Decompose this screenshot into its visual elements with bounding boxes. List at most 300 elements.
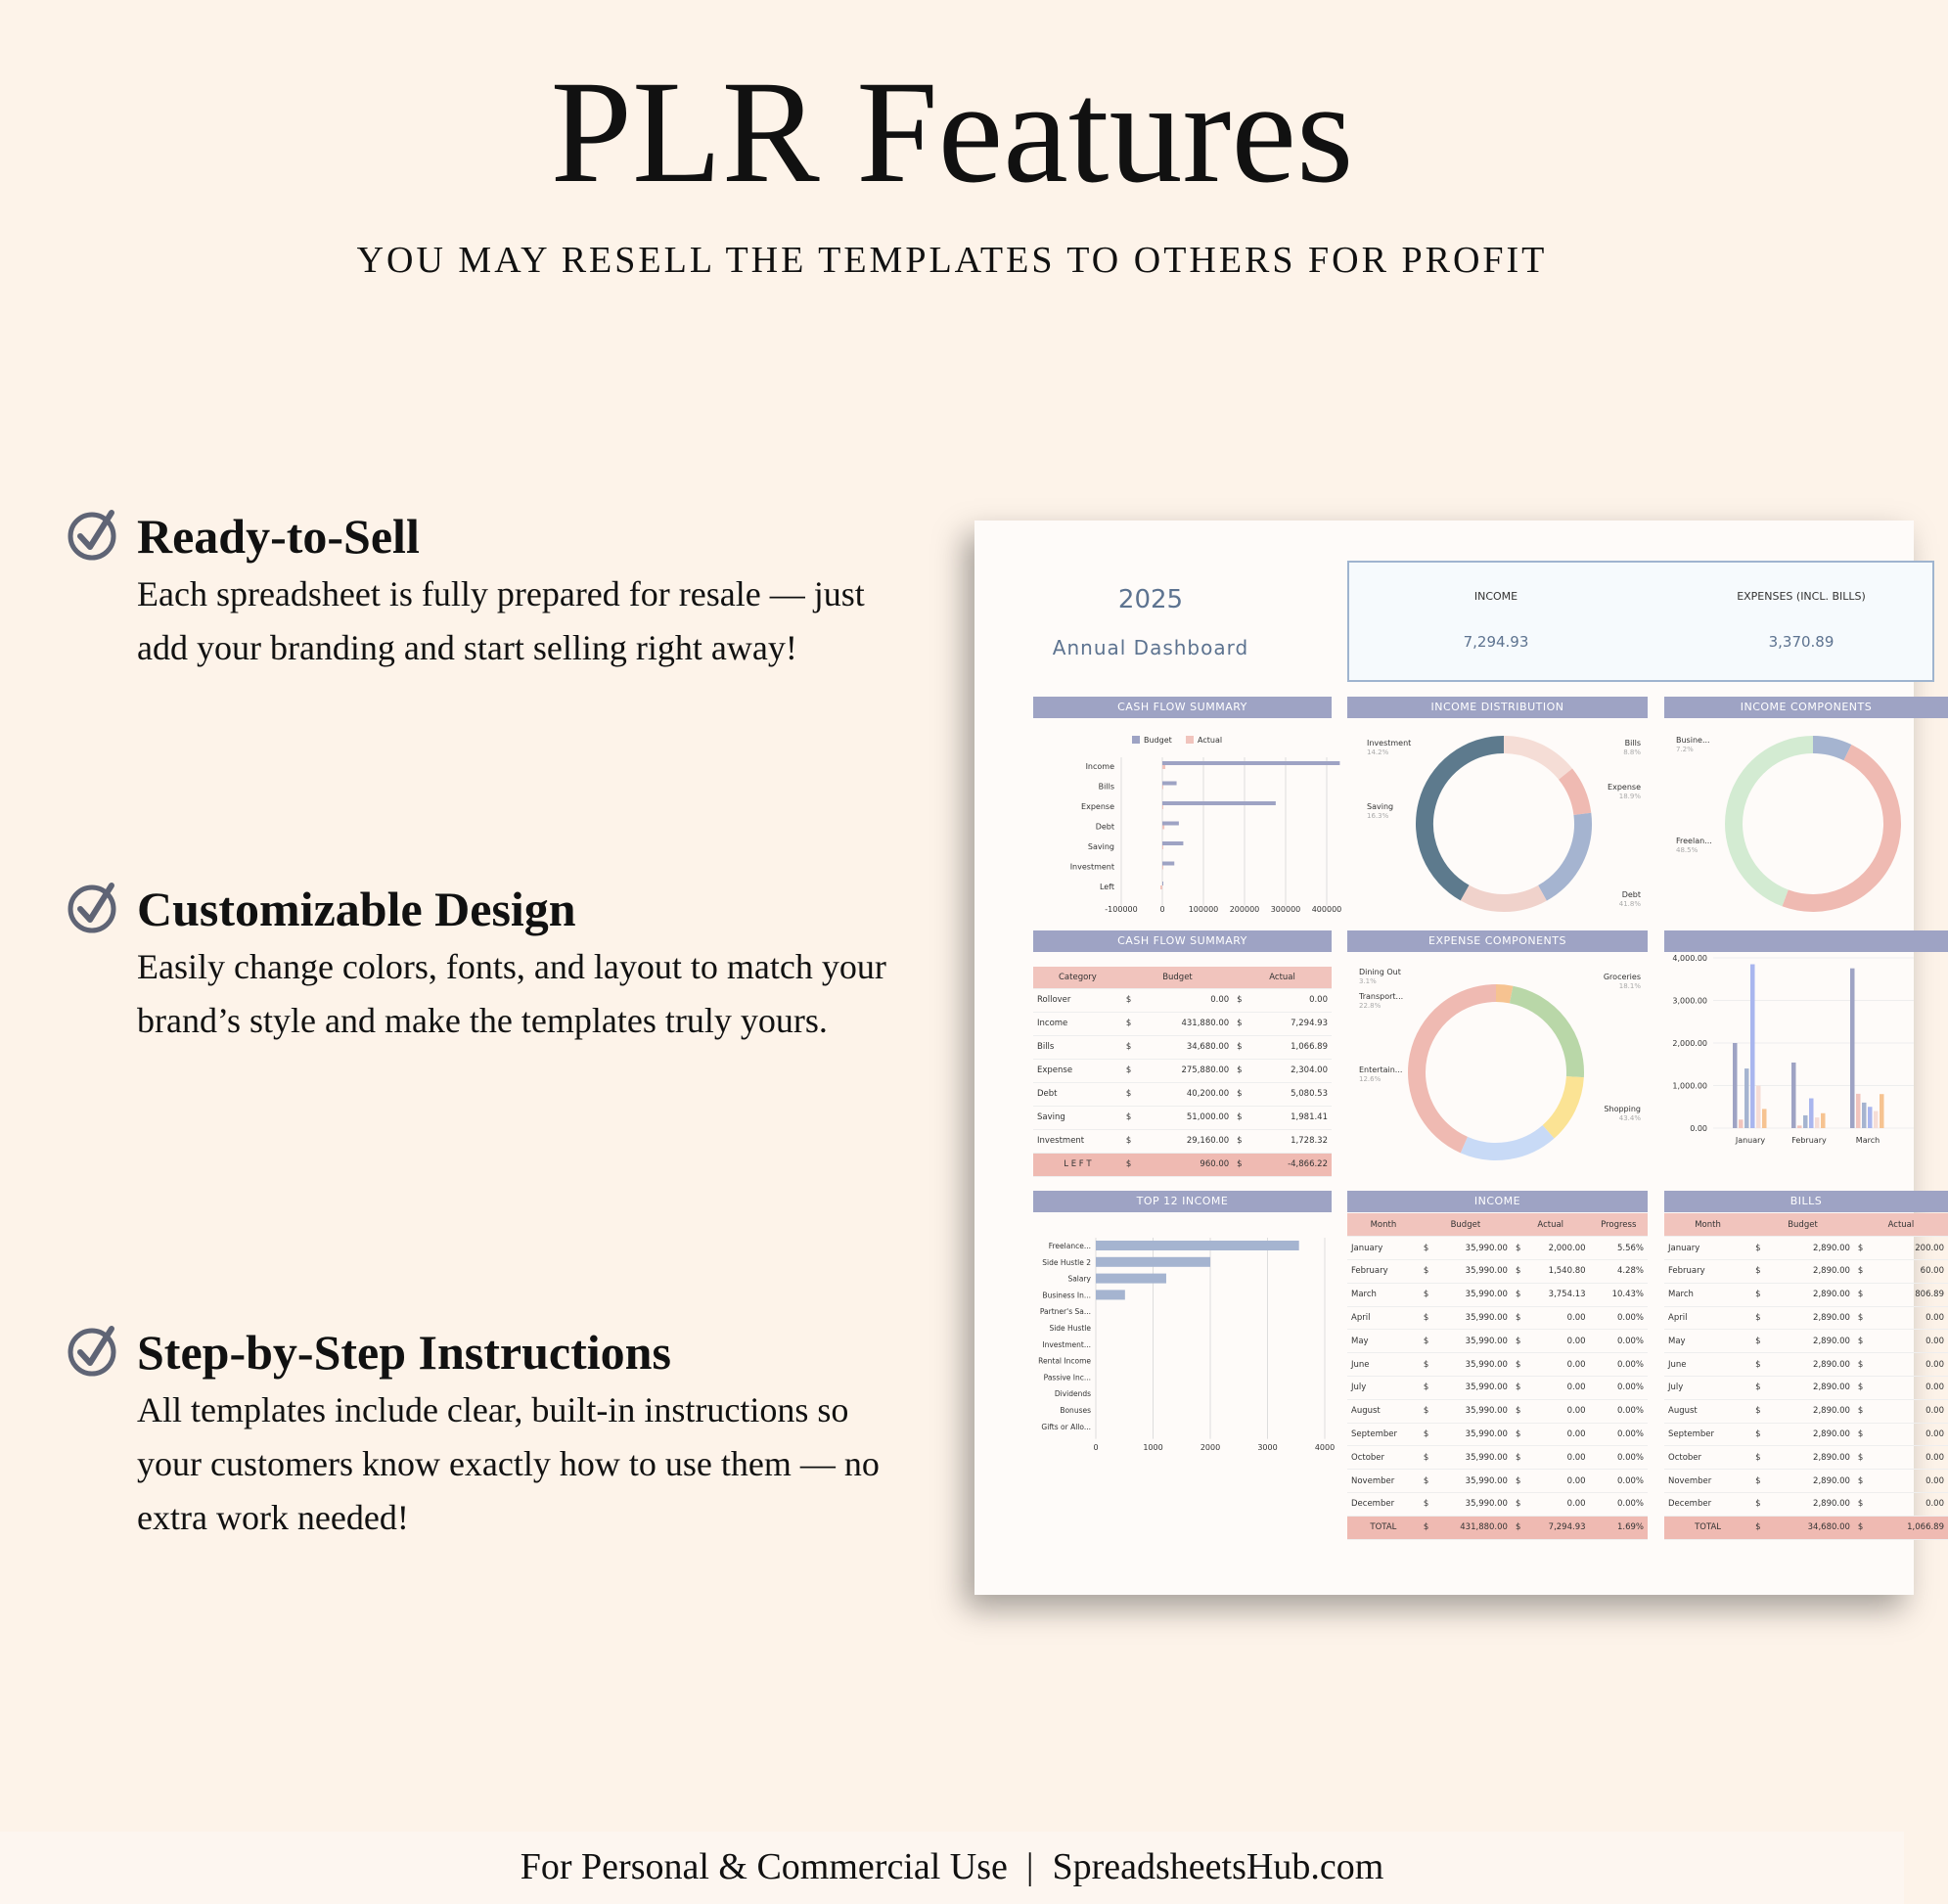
- bar: [1815, 1117, 1820, 1128]
- table-cell: 0.00: [1876, 1493, 1948, 1517]
- table-row: [1664, 1516, 1948, 1539]
- tick-label: 400000: [1311, 905, 1342, 914]
- table-cell: 0.00%: [1590, 1306, 1648, 1330]
- table-row: [1347, 1423, 1648, 1446]
- bar: [1160, 885, 1162, 889]
- table-cell: $: [1122, 988, 1144, 1012]
- bar: [1096, 1274, 1166, 1284]
- table-row: [1347, 1493, 1648, 1517]
- tick-label: 2,000.00: [1672, 1039, 1707, 1048]
- table-cell: August: [1347, 1399, 1420, 1423]
- cash-flow-table: [1033, 967, 1332, 1177]
- slice-label: Freelan...: [1676, 837, 1712, 845]
- table-cell: 35,990.00: [1437, 1446, 1512, 1470]
- table-cell: 0.00: [1876, 1470, 1948, 1493]
- table-cell: 0.00: [1876, 1306, 1948, 1330]
- table-row: [1664, 1493, 1948, 1517]
- table-cell: 35,990.00: [1437, 1353, 1512, 1377]
- table-cell: 2,890.00: [1773, 1446, 1854, 1470]
- table-cell: July: [1664, 1377, 1751, 1400]
- section-income-distribution: INCOME DISTRIBUTION: [1347, 697, 1648, 718]
- table-cell: $: [1233, 1106, 1254, 1129]
- table-cell: $: [1854, 1493, 1876, 1517]
- table-cell: $: [1512, 1399, 1529, 1423]
- category-label: Side Hustle: [1049, 1324, 1091, 1333]
- table-cell: $: [1233, 1129, 1254, 1153]
- table-cell: $: [1854, 1516, 1876, 1539]
- table-cell: 0.00: [1876, 1446, 1948, 1470]
- tick-label: 0.00: [1690, 1124, 1707, 1133]
- page-subtitle: YOU MAY RESELL THE TEMPLATES TO OTHERS FOR PROFIT: [356, 240, 1548, 281]
- table-cell: $: [1420, 1446, 1437, 1470]
- table-cell: 0.00%: [1590, 1330, 1648, 1353]
- tick-label: 3000: [1257, 1443, 1278, 1452]
- tick-label: 3,000.00: [1672, 996, 1707, 1006]
- table-row: [1347, 1237, 1648, 1260]
- table-cell: 35,990.00: [1437, 1377, 1512, 1400]
- table-cell: October: [1664, 1446, 1751, 1470]
- section-top-income: TOP 12 INCOME: [1033, 1191, 1332, 1212]
- slice-label: Investment: [1367, 739, 1412, 748]
- table-cell: $: [1233, 1012, 1254, 1035]
- feature-text: All templates include clear, built-in instructions so your customers know exactly how to use them — no extra work needed!: [137, 1390, 880, 1537]
- bar: [1162, 801, 1276, 805]
- feature-title: Customizable Design: [137, 882, 576, 936]
- table-cell: $: [1122, 1012, 1144, 1035]
- donut-slice: [1464, 1132, 1548, 1152]
- column-header: Month: [1664, 1213, 1751, 1237]
- legend-label: Actual: [1198, 736, 1223, 745]
- table-cell: 0.00%: [1590, 1423, 1648, 1446]
- section-bills-table: BILLS: [1664, 1191, 1948, 1212]
- tick-label: 300000: [1270, 905, 1301, 914]
- table-cell: 60.00: [1876, 1260, 1948, 1284]
- donut-slice: [1425, 745, 1504, 892]
- slice-value: 18.1%: [1618, 982, 1641, 990]
- table-cell: 0.00: [1529, 1330, 1590, 1353]
- table-cell: $: [1751, 1399, 1773, 1423]
- bar: [1756, 1086, 1761, 1129]
- bar: [1162, 882, 1163, 885]
- slice-value: 12.6%: [1359, 1075, 1382, 1083]
- table-row: [1347, 1330, 1648, 1353]
- table-cell: 2,890.00: [1773, 1353, 1854, 1377]
- table-cell: 2,890.00: [1773, 1493, 1854, 1517]
- slice-label: Entertain...: [1359, 1065, 1403, 1074]
- table-row: [1033, 1082, 1332, 1106]
- table-cell: $: [1854, 1377, 1876, 1400]
- table-row: [1347, 1516, 1648, 1539]
- table-cell: $: [1420, 1493, 1437, 1517]
- table-cell: 2,890.00: [1773, 1260, 1854, 1284]
- tick-label: -100000: [1105, 905, 1138, 914]
- table-cell: 0.00: [1876, 1377, 1948, 1400]
- slice-value: 14.2%: [1367, 748, 1389, 756]
- table-cell: 35,990.00: [1437, 1423, 1512, 1446]
- table-cell: May: [1347, 1330, 1420, 1353]
- table-cell: $: [1751, 1283, 1773, 1306]
- table-cell: 0.00: [1529, 1423, 1590, 1446]
- donut-slice: [1512, 995, 1575, 1077]
- table-cell: $: [1751, 1353, 1773, 1377]
- table-cell: $: [1233, 988, 1254, 1012]
- check-circle-icon: [67, 1323, 121, 1378]
- table-cell: 2,000.00: [1529, 1237, 1590, 1260]
- table-cell: $: [1420, 1330, 1437, 1353]
- table-cell: $: [1420, 1353, 1437, 1377]
- table-cell: $: [1751, 1516, 1773, 1539]
- table-cell: $: [1854, 1283, 1876, 1306]
- table-cell: 0.00: [1254, 988, 1332, 1012]
- slice-value: 18.9%: [1618, 793, 1641, 800]
- table-cell: November: [1664, 1470, 1751, 1493]
- table-cell: 0.00%: [1590, 1493, 1648, 1517]
- slice-value: 48.5%: [1676, 846, 1699, 854]
- donut-slice: [1565, 774, 1582, 814]
- table-cell: 2,890.00: [1773, 1283, 1854, 1306]
- table-cell: $: [1751, 1493, 1773, 1517]
- category-label: Saving: [1087, 842, 1114, 851]
- dashboard-subtitle: Annual Dashboard: [1052, 636, 1249, 659]
- section-income-components: INCOME COMPONENTS: [1664, 697, 1948, 718]
- table-cell: 0.00: [1529, 1493, 1590, 1517]
- column-header: Actual: [1233, 967, 1332, 988]
- table-cell: $: [1420, 1470, 1437, 1493]
- bills-table: [1664, 1213, 1948, 1540]
- table-cell: July: [1347, 1377, 1420, 1400]
- table-cell: $: [1420, 1423, 1437, 1446]
- table-cell: 431,880.00: [1144, 1012, 1234, 1035]
- table-cell: 0.00%: [1590, 1399, 1648, 1423]
- table-row: [1664, 1446, 1948, 1470]
- category-label: Expense: [1081, 802, 1114, 811]
- category-label: Income: [1085, 762, 1114, 771]
- legend-swatch-budget: [1132, 736, 1140, 744]
- bar: [1880, 1094, 1884, 1128]
- table-cell: September: [1664, 1423, 1751, 1446]
- table-cell: 35,990.00: [1437, 1399, 1512, 1423]
- table-cell: 40,200.00: [1144, 1082, 1234, 1106]
- table-row: [1664, 1377, 1948, 1400]
- table-cell: January: [1664, 1237, 1751, 1260]
- table-cell: $: [1854, 1353, 1876, 1377]
- table-cell: 4.28%: [1590, 1260, 1648, 1284]
- cash-flow-chart: [1033, 721, 1342, 917]
- table-cell: October: [1347, 1446, 1420, 1470]
- table-row: [1347, 1377, 1648, 1400]
- table-cell: 0.00: [1876, 1330, 1948, 1353]
- donut-slice: [1813, 745, 1847, 752]
- table-cell: May: [1664, 1330, 1751, 1353]
- table-cell: 51,000.00: [1144, 1106, 1234, 1129]
- table-row: [1664, 1306, 1948, 1330]
- category-label: January: [1735, 1136, 1766, 1145]
- bar: [1162, 761, 1339, 765]
- legend-swatch-actual: [1186, 736, 1194, 744]
- slice-label: Saving: [1367, 802, 1394, 811]
- bar: [1162, 786, 1163, 790]
- tick-label: 0: [1159, 905, 1165, 914]
- section-cash-flow-table: CASH FLOW SUMMARY: [1033, 930, 1332, 952]
- category-label: February: [1791, 1136, 1827, 1145]
- table-cell: 7,294.93: [1254, 1012, 1332, 1035]
- table-cell: $: [1854, 1423, 1876, 1446]
- feature-title: Step-by-Step Instructions: [137, 1325, 671, 1380]
- table-cell: TOTAL: [1347, 1516, 1420, 1539]
- table-cell: 34,680.00: [1144, 1035, 1234, 1059]
- table-cell: April: [1664, 1306, 1751, 1330]
- table-cell: December: [1347, 1493, 1420, 1517]
- section-expense-components: EXPENSE COMPONENTS: [1347, 930, 1648, 952]
- table-cell: 0.00: [1876, 1423, 1948, 1446]
- table-cell: 960.00: [1144, 1153, 1234, 1176]
- table-cell: $: [1122, 1106, 1144, 1129]
- slice-label: Transport...: [1359, 992, 1404, 1001]
- table-cell: Saving: [1033, 1106, 1122, 1129]
- table-cell: 5.56%: [1590, 1237, 1648, 1260]
- bar: [1862, 1103, 1867, 1128]
- table-row: [1664, 1399, 1948, 1423]
- tick-label: 4,000.00: [1672, 954, 1707, 963]
- table-cell: $: [1420, 1306, 1437, 1330]
- tick-label: 200000: [1229, 905, 1260, 914]
- category-label: Investment...: [1042, 1339, 1091, 1349]
- table-row: [1347, 1470, 1648, 1493]
- donut-slice: [1542, 814, 1583, 893]
- bar: [1874, 1111, 1879, 1128]
- table-cell: 0.00%: [1590, 1446, 1648, 1470]
- table-row: [1033, 988, 1332, 1012]
- kpi-income-value: 7,294.93: [1463, 633, 1529, 651]
- tick-label: 1,000.00: [1672, 1081, 1707, 1091]
- table-cell: Expense: [1033, 1059, 1122, 1082]
- slice-value: 16.3%: [1367, 812, 1389, 820]
- table-cell: June: [1664, 1353, 1751, 1377]
- tick-label: 4000: [1314, 1443, 1336, 1452]
- bar: [1162, 805, 1163, 809]
- table-cell: 2,304.00: [1254, 1059, 1332, 1082]
- table-cell: Income: [1033, 1012, 1122, 1035]
- table-cell: December: [1664, 1493, 1751, 1517]
- table-cell: $: [1751, 1377, 1773, 1400]
- bar: [1162, 845, 1163, 849]
- table-cell: $: [1512, 1423, 1529, 1446]
- category-label: Left: [1099, 883, 1114, 891]
- table-cell: $: [1854, 1237, 1876, 1260]
- table-cell: September: [1347, 1423, 1420, 1446]
- slice-value: 22.8%: [1359, 1002, 1382, 1010]
- table-cell: -4,866.22: [1254, 1153, 1332, 1176]
- table-row: [1664, 1353, 1948, 1377]
- table-cell: 29,160.00: [1144, 1129, 1234, 1153]
- bar: [1797, 1125, 1802, 1128]
- category-label: Passive Inc...: [1043, 1373, 1091, 1383]
- table-row: [1664, 1237, 1948, 1260]
- table-cell: $: [1233, 1059, 1254, 1082]
- table-cell: 0.00: [1529, 1399, 1590, 1423]
- bar: [1850, 969, 1855, 1128]
- table-cell: $: [1122, 1082, 1144, 1106]
- category-label: Dividends: [1054, 1389, 1091, 1399]
- table-cell: March: [1664, 1283, 1751, 1306]
- table-cell: November: [1347, 1470, 1420, 1493]
- section-monthly-chart: [1664, 930, 1948, 952]
- table-cell: $: [1512, 1283, 1529, 1306]
- table-cell: 35,990.00: [1437, 1306, 1512, 1330]
- footer-text: For Personal & Commercial Use | SpreadsheetsHub.com: [520, 1846, 1384, 1887]
- bar: [1750, 965, 1755, 1128]
- table-cell: 2,890.00: [1773, 1377, 1854, 1400]
- table-cell: 2,890.00: [1773, 1423, 1854, 1446]
- table-cell: 0.00: [1144, 988, 1234, 1012]
- bar: [1762, 1109, 1767, 1128]
- category-label: Bonuses: [1060, 1406, 1091, 1415]
- table-cell: 1.69%: [1590, 1516, 1648, 1539]
- table-cell: 2,890.00: [1773, 1330, 1854, 1353]
- table-cell: 0.00%: [1590, 1377, 1648, 1400]
- category-label: Rental Income: [1038, 1356, 1091, 1366]
- table-cell: 2,890.00: [1773, 1399, 1854, 1423]
- table-cell: $: [1854, 1306, 1876, 1330]
- table-cell: $: [1233, 1082, 1254, 1106]
- table-cell: $: [1751, 1260, 1773, 1284]
- category-label: Investment: [1069, 862, 1114, 872]
- table-cell: $: [1122, 1059, 1144, 1082]
- table-row: [1347, 1306, 1648, 1330]
- donut-slice: [1786, 752, 1892, 903]
- table-cell: Rollover: [1033, 988, 1122, 1012]
- section-income-table: INCOME: [1347, 1191, 1648, 1212]
- category-label: Partner's Sa...: [1039, 1307, 1091, 1317]
- feature-text: Each spreadsheet is fully prepared for resale — just add your branding and start selling right away!: [137, 574, 865, 667]
- bar: [1162, 866, 1163, 870]
- expense-components-chart: [1347, 955, 1648, 1180]
- table-row: [1033, 1129, 1332, 1153]
- table-cell: Bills: [1033, 1035, 1122, 1059]
- table-cell: 0.00%: [1590, 1353, 1648, 1377]
- bar: [1162, 862, 1174, 866]
- bar: [1162, 822, 1179, 826]
- column-header: Progress: [1590, 1213, 1648, 1237]
- column-header: Budget: [1751, 1213, 1854, 1237]
- slice-value: 43.4%: [1618, 1114, 1641, 1122]
- kpi-expenses-value: 3,370.89: [1768, 633, 1835, 651]
- table-cell: $: [1751, 1306, 1773, 1330]
- table-cell: $: [1512, 1330, 1529, 1353]
- page-title: PLR Features: [550, 51, 1354, 213]
- income-components-chart: [1664, 721, 1914, 927]
- bar: [1803, 1115, 1808, 1128]
- table-cell: 5,080.53: [1254, 1082, 1332, 1106]
- slice-label: Debt: [1621, 890, 1641, 899]
- bar: [1096, 1257, 1210, 1267]
- table-row: [1347, 1446, 1648, 1470]
- table-row: [1033, 1059, 1332, 1082]
- donut-slice: [1504, 745, 1565, 774]
- table-cell: 0.00: [1529, 1353, 1590, 1377]
- table-cell: $: [1420, 1377, 1437, 1400]
- column-header: Category: [1033, 967, 1122, 988]
- table-row: [1033, 1035, 1332, 1059]
- donut-slice: [1549, 1077, 1575, 1132]
- slice-label: Busine...: [1676, 736, 1710, 745]
- table-row: [1347, 1353, 1648, 1377]
- bar: [1809, 1099, 1814, 1128]
- table-cell: 0.00: [1876, 1353, 1948, 1377]
- table-cell: $: [1420, 1283, 1437, 1306]
- category-label: Side Hustle 2: [1042, 1257, 1091, 1267]
- table-cell: $: [1512, 1516, 1529, 1539]
- table-cell: March: [1347, 1283, 1420, 1306]
- table-cell: 2,890.00: [1773, 1470, 1854, 1493]
- bar: [1868, 1107, 1873, 1128]
- table-cell: April: [1347, 1306, 1420, 1330]
- monthly-bars-chart: [1664, 955, 1914, 1185]
- table-cell: $: [1512, 1493, 1529, 1517]
- table-cell: 35,990.00: [1437, 1330, 1512, 1353]
- table-cell: 431,880.00: [1437, 1516, 1512, 1539]
- kpi-expenses-label: EXPENSES (INCL. BILLS): [1737, 590, 1866, 603]
- bar: [1162, 782, 1177, 786]
- table-cell: 200.00: [1876, 1237, 1948, 1260]
- table-cell: 1,540.80: [1529, 1260, 1590, 1284]
- tick-label: 100000: [1188, 905, 1219, 914]
- table-header-row: [1664, 1213, 1948, 1237]
- table-cell: $: [1512, 1377, 1529, 1400]
- table-cell: 0.00%: [1590, 1470, 1648, 1493]
- bar: [1744, 1068, 1749, 1128]
- table-cell: Investment: [1033, 1129, 1122, 1153]
- table-cell: $: [1512, 1260, 1529, 1284]
- table-cell: $: [1751, 1446, 1773, 1470]
- category-label: Freelance...: [1048, 1242, 1091, 1250]
- table-cell: 1,066.89: [1254, 1035, 1332, 1059]
- table-row: [1033, 1153, 1332, 1176]
- table-cell: $: [1854, 1470, 1876, 1493]
- donut-slice: [1465, 892, 1542, 903]
- bar: [1162, 841, 1183, 845]
- table-row: [1664, 1423, 1948, 1446]
- table-cell: 275,880.00: [1144, 1059, 1234, 1082]
- table-cell: February: [1347, 1260, 1420, 1284]
- category-label: Bills: [1098, 782, 1114, 792]
- table-header-row: [1347, 1213, 1648, 1237]
- table-cell: $: [1420, 1516, 1437, 1539]
- check-circle-icon: [67, 507, 121, 562]
- slice-label: Groceries: [1603, 973, 1641, 981]
- category-label: Debt: [1095, 822, 1114, 832]
- table-cell: 1,981.41: [1254, 1106, 1332, 1129]
- slice-label: Dining Out: [1359, 968, 1401, 976]
- table-cell: L E F T: [1033, 1153, 1122, 1176]
- table-cell: 1,066.89: [1876, 1516, 1948, 1539]
- table-cell: $: [1420, 1260, 1437, 1284]
- table-row: [1664, 1330, 1948, 1353]
- table-cell: 0.00: [1529, 1446, 1590, 1470]
- tick-label: 0: [1093, 1443, 1099, 1452]
- table-cell: 2,890.00: [1773, 1306, 1854, 1330]
- bar: [1739, 1119, 1744, 1128]
- table-cell: $: [1854, 1446, 1876, 1470]
- bar: [1821, 1113, 1826, 1128]
- table-cell: $: [1233, 1035, 1254, 1059]
- table-row: [1664, 1260, 1948, 1284]
- category-label: Salary: [1067, 1274, 1091, 1284]
- table-cell: 0.00: [1529, 1377, 1590, 1400]
- category-label: Business In...: [1042, 1291, 1091, 1300]
- table-cell: 806.89: [1876, 1283, 1948, 1306]
- income-table: [1347, 1213, 1648, 1540]
